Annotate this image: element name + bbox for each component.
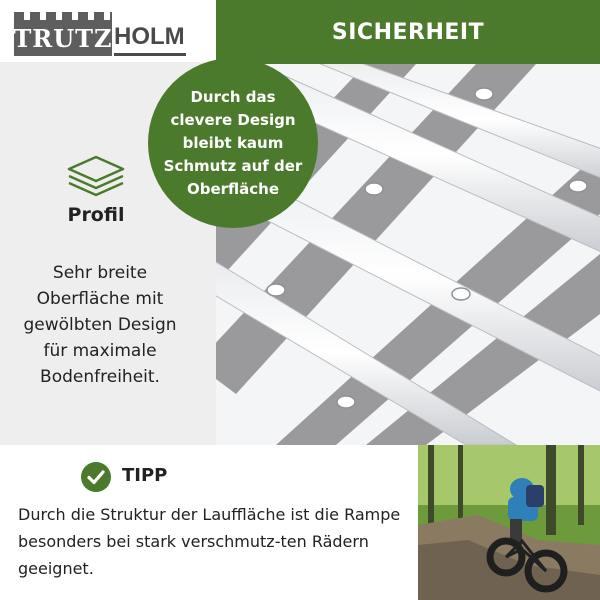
logo-text-right: HOLM	[114, 20, 186, 56]
tip-title: TIPP	[122, 465, 168, 486]
bike-illustration	[418, 445, 600, 600]
logo-panel	[0, 0, 216, 62]
mountain-bike-photo	[418, 445, 600, 600]
tip-panel	[0, 445, 418, 600]
highlight-circle	[148, 58, 318, 228]
logo-text-left: TRUTZ	[14, 20, 112, 56]
tip-description: Durch die Struktur der Lauffläche ist die Rampe besonders bei stark verschmutz-ten Rädern geeignet.	[18, 505, 401, 578]
header-title: SICHERHEIT	[331, 19, 485, 45]
section-header	[216, 0, 600, 64]
profil-description: Sehr breite Oberfläche mit gewölbten Design für maximale Bodenfreiheit.	[23, 263, 177, 387]
highlight-text: Durch das clevere Design bleibt kaum Schmutz auf der Oberfläche	[163, 87, 303, 198]
profil-title: Profil	[67, 204, 125, 226]
layers-icon	[66, 154, 126, 198]
check-circle-icon	[80, 461, 112, 493]
brand-logo	[14, 12, 186, 56]
